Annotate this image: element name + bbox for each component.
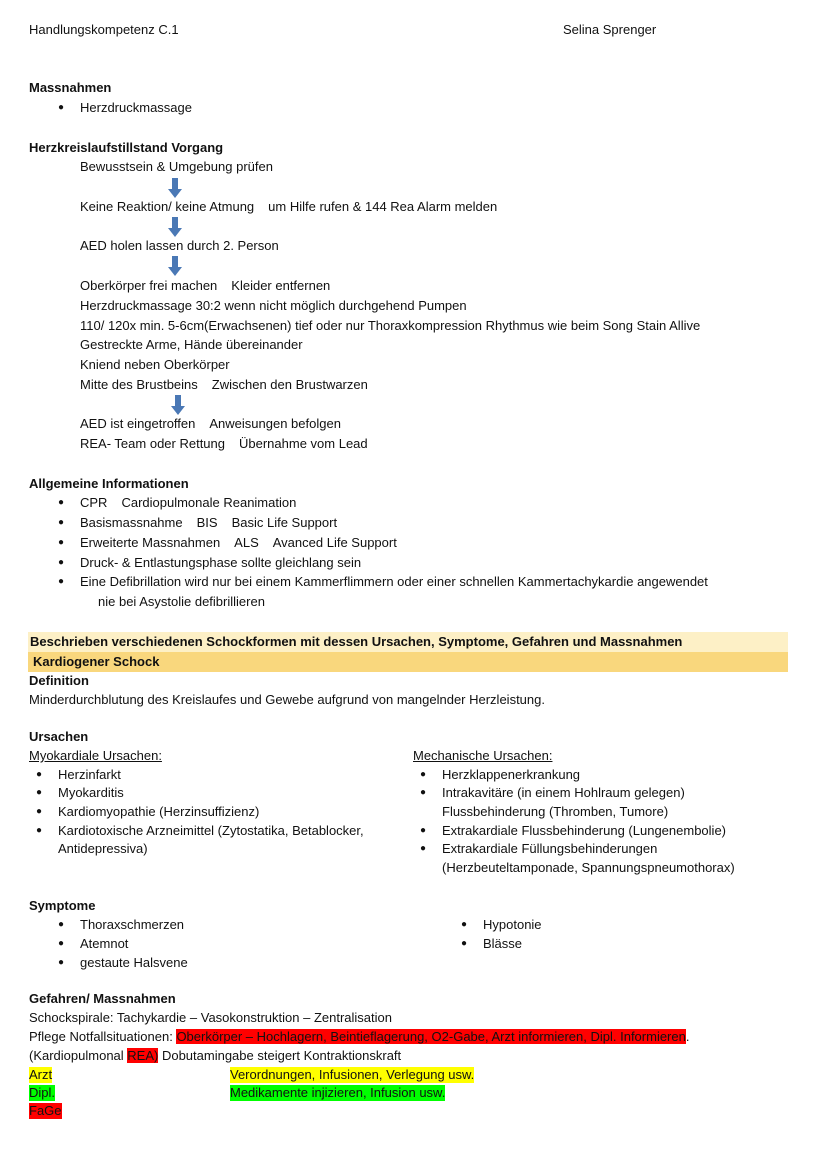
step: Oberkörper frei machen — [80, 278, 218, 293]
list-item — [80, 495, 296, 511]
list-item: ● Kardiomyopathie (Herzinsuffizienz) — [58, 804, 259, 820]
step: Anweisungen befolgen — [209, 416, 341, 431]
list-item: ● Myokarditis — [58, 785, 124, 801]
list-item: ● Extrakardiale Füllungsbehinderungen — [442, 841, 657, 857]
step-line — [80, 436, 368, 452]
role-dipl: Dipl. — [29, 1085, 56, 1100]
step: Kleider entfernen — [231, 278, 331, 293]
arrow-down-icon — [171, 395, 185, 415]
schock-subheading: Kardiogener Schock — [33, 654, 160, 669]
kardio-line — [29, 1048, 401, 1064]
step: Gestreckte Arme, Hände übereinander — [80, 337, 303, 352]
step-line — [80, 416, 341, 432]
pflege-line — [29, 1029, 689, 1045]
list-item-cont: (Herzbeuteltamponade, Spannungspneumothorax) — [442, 860, 735, 875]
list-item: ● Kardiotoxische Arzneimittel (Zytostatika, Betablocker, — [58, 823, 364, 839]
definition: Basic Life Support — [231, 515, 338, 530]
step: Zwischen den Brustwarzen — [211, 377, 368, 392]
step: Übernahme vom Lead — [239, 436, 368, 451]
list-item-cont: Flussbehinderung (Thromben, Tumore) — [442, 804, 669, 819]
symptome-title: Symptome — [29, 898, 96, 913]
abbr: BIS — [196, 515, 218, 530]
vorgang-title: Herzkreislaufstillstand Vorgang — [29, 140, 224, 155]
list-item: ● Thoraxschmerzen — [80, 917, 184, 933]
term: CPR — [80, 495, 108, 510]
role-arzt: Arzt — [29, 1067, 53, 1082]
step: Mitte des Brustbeins — [80, 377, 198, 392]
highlight-red: Oberkörper – Hochlagern, Beintieflagerung, O2-Gabe, Arzt informieren, Dipl. Informieren — [176, 1029, 686, 1044]
ursachen-title: Ursachen — [29, 729, 89, 744]
myo-title: Myokardiale Ursachen: — [29, 748, 162, 763]
arrow-down-icon — [168, 217, 182, 237]
step-line — [80, 199, 497, 215]
step-line — [80, 377, 368, 393]
definition-text: Minderdurchblutung des Kreislaufes und Gewebe aufgrund von mangelnder Herzleistung. — [29, 692, 545, 707]
task-arzt: Verordnungen, Infusionen, Verlegung usw. — [230, 1067, 475, 1082]
arrow-down-icon — [168, 178, 182, 198]
list-item: ● Herzklappenerkrankung — [442, 767, 580, 783]
massnahmen-title: Massnahmen — [29, 80, 112, 95]
list-item: ● Intrakavitäre (in einem Hohlraum gelegen) — [442, 785, 685, 801]
definition-title: Definition — [29, 673, 89, 688]
role-fage: FaGe — [29, 1103, 62, 1118]
gefahren-title: Gefahren/ Massnahmen — [29, 991, 176, 1006]
list-item — [80, 515, 337, 531]
list-item: ● Extrakardiale Flussbehinderung (Lungenembolie) — [442, 823, 726, 839]
text: (Kardiopulmonal — [29, 1048, 128, 1063]
step: Bewusstsein & Umgebung prüfen — [80, 159, 273, 174]
header-left: Handlungskompetenz C.1 — [29, 22, 179, 37]
step: Keine Reaktion/ keine Atmung — [80, 199, 255, 214]
step: 110/ 120x min. 5-6cm(Erwachsenen) tief oder nur Thoraxkompression Rhythmus wie beim Song Stain Allive — [80, 318, 701, 333]
abbr: ALS — [234, 535, 259, 550]
list-item: ● Hypotonie — [483, 917, 542, 933]
highlight-red: REA) — [127, 1048, 159, 1063]
step-line — [80, 278, 330, 294]
list-item: ● gestaute Halsvene — [80, 955, 188, 971]
arrow-down-icon — [168, 256, 182, 276]
step: Kniend neben Oberkörper — [80, 357, 230, 372]
mech-title: Mechanische Ursachen: — [413, 748, 553, 763]
schockspirale: Schockspirale: Tachykardie – Vasokonstruktion – Zentralisation — [29, 1010, 392, 1025]
step: REA- Team oder Rettung — [80, 436, 225, 451]
step: um Hilfe rufen & 144 Rea Alarm melden — [268, 199, 498, 214]
list-item: ● Atemnot — [80, 936, 128, 952]
list-item: ● Herzinfarkt — [58, 767, 121, 783]
step: AED holen lassen durch 2. Person — [80, 238, 279, 253]
step: AED ist eingetroffen — [80, 416, 196, 431]
definition: Avanced Life Support — [272, 535, 397, 550]
header-right: Selina Sprenger — [563, 22, 657, 37]
list-item: ● Druck- & Entlastungsphase sollte gleichlang sein — [80, 555, 361, 571]
definition: Cardiopulmonale Reanimation — [121, 495, 297, 510]
list-item-cont: nie bei Asystolie defibrillieren — [98, 594, 265, 609]
term: Erweiterte Massnahmen — [80, 535, 221, 550]
term: Basismassnahme — [80, 515, 183, 530]
allgemein-title: Allgemeine Informationen — [29, 476, 189, 491]
list-item: ● Eine Defibrillation wird nur bei einem Kammerflimmern oder einer schnellen Kammertachykardie angewendet — [80, 574, 708, 590]
text: Dobutamingabe steigert Kontraktionskraft — [158, 1048, 402, 1063]
list-item — [80, 535, 397, 551]
schock-heading: Beschrieben verschiedenen Schockformen mit dessen Ursachen, Symptome, Gefahren und Massnahmen — [30, 634, 683, 649]
list-item-cont: Antidepressiva) — [58, 841, 148, 856]
list-item: ● Herzdruckmassage — [80, 100, 192, 116]
task-dipl: Medikamente injizieren, Infusion usw. — [230, 1085, 446, 1100]
list-item: ● Blässe — [483, 936, 522, 952]
pflege-label: Pflege Notfallsituationen: — [29, 1029, 177, 1044]
period: . — [685, 1029, 690, 1044]
step: Herzdruckmassage 30:2 wenn nicht möglich durchgehend Pumpen — [80, 298, 467, 313]
